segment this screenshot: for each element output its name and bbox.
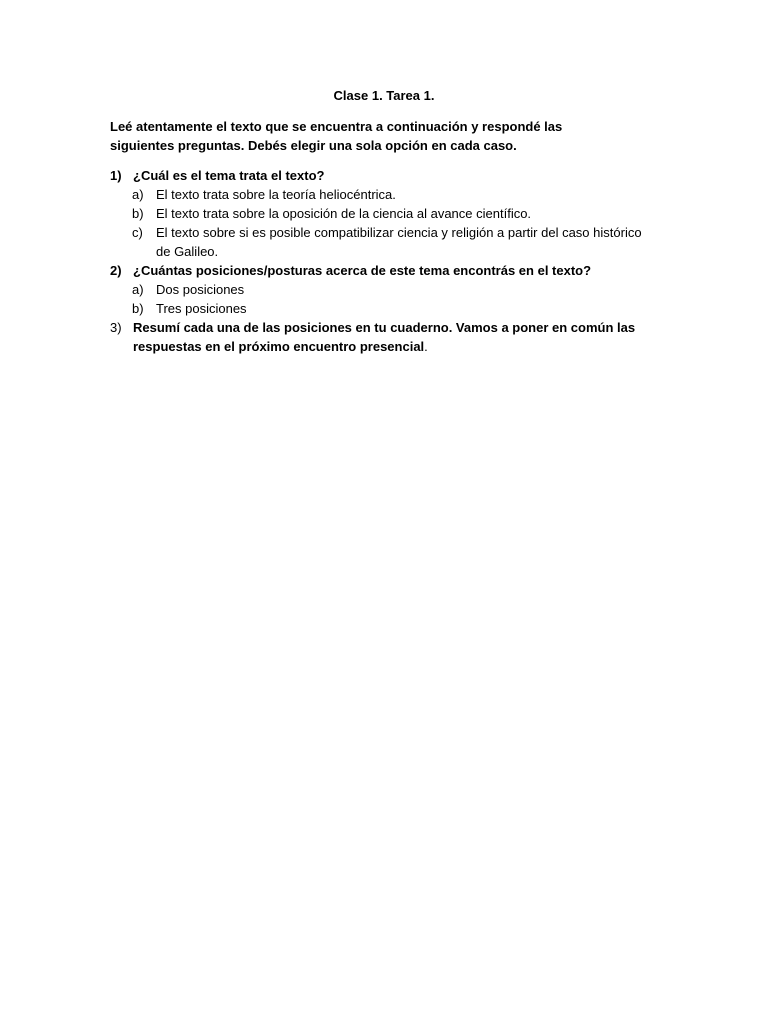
option-1c (110, 223, 650, 261)
option-text: Tres posiciones (156, 301, 247, 316)
option-text: Dos posiciones (156, 282, 245, 297)
question-number: 1) (110, 168, 122, 183)
option-letter: a) (132, 282, 144, 297)
option-text: El texto sobre si es posible compatibilizar ciencia y religión a partir del caso histórico de Galileo. (156, 225, 642, 259)
question-text: Resumí cada una de las posiciones en tu cuaderno. Vamos a poner en común las respuestas en el próximo encuentro presencial (133, 320, 636, 354)
document-title: Clase 1. Tarea 1. (333, 88, 435, 103)
question-list (110, 166, 650, 356)
question-text: ¿Cuántas posiciones/posturas acerca de este tema encontrás en el texto? (133, 263, 592, 278)
option-letter: b) (132, 206, 144, 221)
option-letter: a) (132, 187, 144, 202)
option-1b (110, 204, 650, 223)
question-1 (110, 166, 650, 185)
option-letter: c) (132, 225, 143, 240)
option-text: El texto trata sobre la oposición de la ciencia al avance científico. (156, 206, 532, 221)
option-2b (110, 299, 650, 318)
question-number: 3) (110, 320, 122, 335)
option-1a (110, 185, 650, 204)
option-letter: b) (132, 301, 144, 316)
question-trailing-period: . (424, 339, 428, 354)
instructions-paragraph: Leé atentamente el texto que se encuentra a continuación y respondé las siguientes preguntas. Debés elegir una sola opción en cada caso. (110, 119, 563, 153)
question-number: 2) (110, 263, 122, 278)
option-2a (110, 280, 650, 299)
question-text-wrapper (133, 318, 650, 356)
question-3 (110, 318, 650, 356)
question-2 (110, 261, 650, 280)
question-text: ¿Cuál es el tema trata el texto? (133, 168, 325, 183)
option-text: El texto trata sobre la teoría heliocéntrica. (156, 187, 396, 202)
